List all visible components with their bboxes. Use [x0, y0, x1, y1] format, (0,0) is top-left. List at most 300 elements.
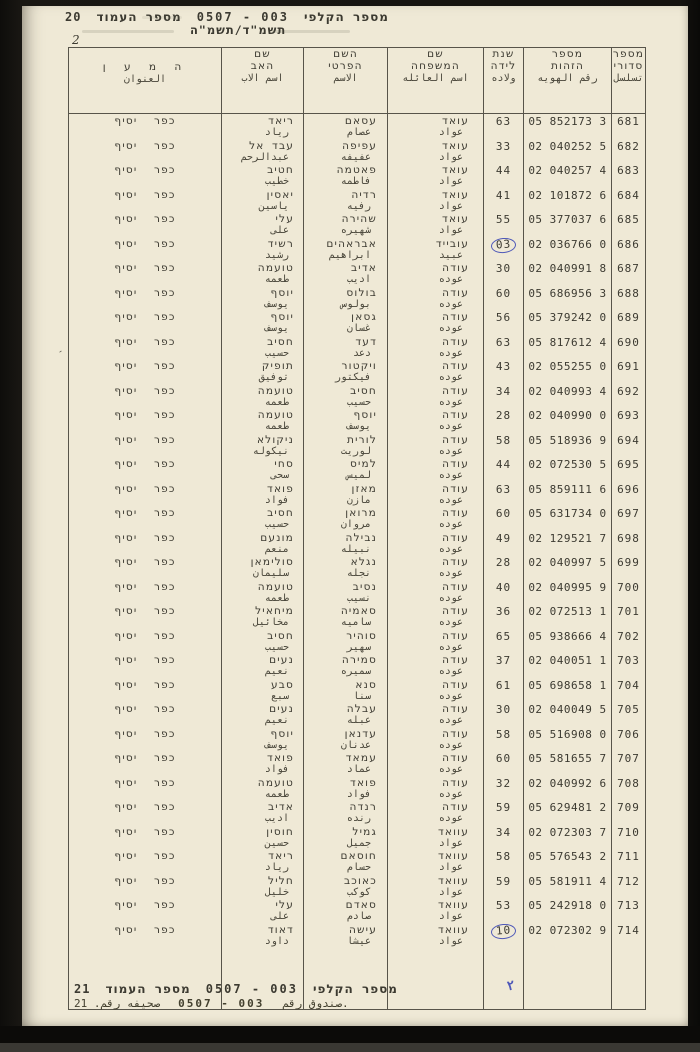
cell-id-number: 05 686956 3 [524, 286, 612, 311]
cell-address: כפר יסיף [69, 555, 222, 580]
table-row [69, 286, 646, 311]
cell-father-name: עלי على [222, 898, 304, 923]
cell-id-number: 05 377037 6 [524, 212, 612, 237]
cell-birth-year: 10 [484, 923, 524, 948]
cell-id-number: 02 040252 5 [524, 139, 612, 164]
cell-family-name: עודה عوده [388, 776, 484, 801]
cell-address: כפר יסיף [69, 188, 222, 213]
table-row [69, 335, 646, 360]
cell-family-name: עודה عوده [388, 457, 484, 482]
cell-address: כפר יסיף [69, 604, 222, 629]
cell-birth-year: 44 [484, 163, 524, 188]
cell-birth-year: 60 [484, 506, 524, 531]
cell-first-name: עישה عيشا [304, 923, 388, 948]
cell-id-number: 02 040049 5 [524, 702, 612, 727]
cell-first-name: ויקטור فيكتور [304, 359, 388, 384]
cell-serial-number: 697 [612, 506, 646, 531]
cell-first-name: חוסאם حسام [304, 849, 388, 874]
cell-birth-year: 40 [484, 580, 524, 605]
cell-father-name: מונעם منعم [222, 531, 304, 556]
cell-family-name: עודה عوده [388, 384, 484, 409]
cell-birth-year: 03 [484, 237, 524, 262]
table-row [69, 604, 646, 629]
cell-id-number: 05 938666 4 [524, 629, 612, 654]
cell-address: כפר יסיף [69, 653, 222, 678]
cell-id-number: 02 040993 4 [524, 384, 612, 409]
cell-family-name: עודה عوده [388, 580, 484, 605]
document-page [22, 6, 688, 1028]
cell-address: כפר יסיף [69, 433, 222, 458]
cell-family-name: עודה عوده [388, 286, 484, 311]
cell-first-name: בולוס بولوس [304, 286, 388, 311]
table-row [69, 114, 646, 139]
cell-address: כפר יסיף [69, 237, 222, 262]
cell-family-name: עודה عوده [388, 751, 484, 776]
cell-family-name: עוואד عواد [388, 825, 484, 850]
cell-family-name: עודה عوده [388, 653, 484, 678]
cell-birth-year: 34 [484, 384, 524, 409]
cell-id-number: 02 072530 5 [524, 457, 612, 482]
cell-address: כפר יסיף [69, 335, 222, 360]
erased-text-smudge [142, 16, 182, 19]
cell-first-name: רדיה رفيه [304, 188, 388, 213]
table-row [69, 188, 646, 213]
cell-family-name: עודה عوده [388, 604, 484, 629]
cell-id-number: 05 852173 3 [524, 114, 612, 139]
cell-id-number: 05 581911 4 [524, 874, 612, 899]
cell-father-name: חסיב حسيب [222, 506, 304, 531]
footer-box-label: מספר הקלפי [312, 982, 398, 996]
cell-family-name: עובייד عبيد [388, 237, 484, 262]
cell-address: כפר יסיף [69, 874, 222, 899]
cell-first-name: סנא سنا [304, 678, 388, 703]
cell-birth-year: 53 [484, 898, 524, 923]
cell-id-number: 05 631734 0 [524, 506, 612, 531]
cell-address: כפר יסיף [69, 139, 222, 164]
cell-first-name: לורית لوريت [304, 433, 388, 458]
cell-father-name: נעים نعيم [222, 653, 304, 678]
cell-serial-number: 704 [612, 678, 646, 703]
cell-father-name: עלי على [222, 212, 304, 237]
cell-id-number: 02 040051 1 [524, 653, 612, 678]
page-corner-note: 2 [72, 33, 80, 47]
cell-father-name: יוסף يوسف [222, 727, 304, 752]
cell-serial-number: 684 [612, 188, 646, 213]
cell-id-number: 02 040991 8 [524, 261, 612, 286]
col-header-family-name: שם המשפחה اسم العائله [388, 48, 484, 114]
cell-address: כפר יסיף [69, 359, 222, 384]
table-row [69, 261, 646, 286]
table-row [69, 653, 646, 678]
cell-first-name: סאדם صادم [304, 898, 388, 923]
col-header-address: ה מ ע ן العنوان [69, 48, 222, 114]
col-header-father-name: שם האב اسم الاب [222, 48, 304, 114]
cell-father-name: פואד فواد [222, 751, 304, 776]
cell-birth-year: 63 [484, 335, 524, 360]
cell-id-number: 02 101872 6 [524, 188, 612, 213]
cell-father-name: תופיק توفيق [222, 359, 304, 384]
cell-birth-year: 63 [484, 482, 524, 507]
cell-serial-number: 693 [612, 408, 646, 433]
cell-father-name: סולימאן سليمان [222, 555, 304, 580]
cell-first-name: שהירה شهيره [304, 212, 388, 237]
cell-birth-year: 28 [484, 408, 524, 433]
table-row [69, 580, 646, 605]
cell-address: כפר יסיף [69, 702, 222, 727]
cell-serial-number: 701 [612, 604, 646, 629]
cell-serial-number: 698 [612, 531, 646, 556]
cell-first-name: סאמיה ساميه [304, 604, 388, 629]
cell-id-number: 05 576543 2 [524, 849, 612, 874]
table-row [69, 727, 646, 752]
cell-id-number: 05 581655 7 [524, 751, 612, 776]
cell-first-name: גמיל جميل [304, 825, 388, 850]
cell-address: כפר יסיף [69, 923, 222, 948]
cell-serial-number: 688 [612, 286, 646, 311]
cell-first-name: נסיב نسيب [304, 580, 388, 605]
cell-father-name: מיחאיל مخائيل [222, 604, 304, 629]
table-row [69, 359, 646, 384]
cell-address: כפר יסיף [69, 286, 222, 311]
cell-father-name: חסיב حسيب [222, 335, 304, 360]
cell-serial-number: 683 [612, 163, 646, 188]
cell-father-name: יוסף يوسف [222, 286, 304, 311]
cell-address: כפר יסיף [69, 310, 222, 335]
table-row [69, 751, 646, 776]
cell-id-number: 05 518936 9 [524, 433, 612, 458]
cell-birth-year: 30 [484, 261, 524, 286]
cell-serial-number: 706 [612, 727, 646, 752]
table-row [69, 800, 646, 825]
cell-id-number: 02 040995 9 [524, 580, 612, 605]
cell-id-number: 02 040997 5 [524, 555, 612, 580]
cell-birth-year: 28 [484, 555, 524, 580]
table-row [69, 923, 646, 948]
cell-first-name: פואד فواد [304, 776, 388, 801]
cell-serial-number: 687 [612, 261, 646, 286]
cell-serial-number: 685 [612, 212, 646, 237]
cell-first-name: מאזן مازن [304, 482, 388, 507]
col-header-serial: מספר סדורי تسلسل [612, 48, 646, 114]
cell-father-name: טועמה طعمه [222, 580, 304, 605]
cell-serial-number: 692 [612, 384, 646, 409]
registry-table [68, 47, 646, 1010]
cell-id-number: 02 036766 0 [524, 237, 612, 262]
col-header-first-name: השם הפרטי الاسم [304, 48, 388, 114]
cell-birth-year: 59 [484, 874, 524, 899]
cell-family-name: עודה عوده [388, 335, 484, 360]
cell-father-name: ריאד رياد [222, 114, 304, 139]
col-header-birth-year: שנת לידה ولاده [484, 48, 524, 114]
cell-family-name: עודה عوده [388, 261, 484, 286]
cell-first-name: למיס لميس [304, 457, 388, 482]
table-row [69, 678, 646, 703]
cell-birth-year: 37 [484, 653, 524, 678]
header-page-label: מספר העמוד [96, 10, 182, 24]
cell-first-name: אבראהים ابراهيم [304, 237, 388, 262]
footer-page-label: מספר העמוד [105, 982, 191, 996]
cell-first-name: יוסף يوسف [304, 408, 388, 433]
cell-father-name: דאוד داود [222, 923, 304, 948]
cell-address: כפר יסיף [69, 727, 222, 752]
cell-father-name: יאסין ياسين [222, 188, 304, 213]
cell-family-name: עודה عوده [388, 408, 484, 433]
cell-family-name: עודה عوده [388, 310, 484, 335]
table-row [69, 237, 646, 262]
cell-family-name: עודה عوده [388, 359, 484, 384]
cell-father-name: ריאד رياد [222, 849, 304, 874]
cell-family-name: עואד عواد [388, 114, 484, 139]
cell-id-number: 05 242918 0 [524, 898, 612, 923]
cell-birth-year: 63 [484, 114, 524, 139]
cell-first-name: פאטמה فاطمه [304, 163, 388, 188]
cell-first-name: כאוכב كوكب [304, 874, 388, 899]
cell-id-number: 02 040257 4 [524, 163, 612, 188]
cell-father-name: אדיב اديب [222, 800, 304, 825]
scan-bottom-edge [0, 1026, 700, 1043]
cell-serial-number: 714 [612, 923, 646, 948]
cell-serial-number: 710 [612, 825, 646, 850]
cell-first-name: עסאם عصام [304, 114, 388, 139]
cell-family-name: עודה عوده [388, 629, 484, 654]
cell-family-name: עוואד عواد [388, 874, 484, 899]
cell-serial-number: 681 [612, 114, 646, 139]
cell-serial-number: 686 [612, 237, 646, 262]
cell-first-name: דעד دعد [304, 335, 388, 360]
header-box-label: מספר הקלפי [303, 10, 389, 24]
cell-address: כפר יסיף [69, 114, 222, 139]
cell-first-name: רנדה رنده [304, 800, 388, 825]
cell-id-number: 05 629481 2 [524, 800, 612, 825]
cell-family-name: עודה عوده [388, 800, 484, 825]
cell-father-name: נעים نعيم [222, 702, 304, 727]
cell-serial-number: 695 [612, 457, 646, 482]
cell-father-name: רשיד رشيد [222, 237, 304, 262]
header-page-number: 20 [65, 10, 82, 24]
table-row [69, 212, 646, 237]
table-row [69, 874, 646, 899]
cell-family-name: עודה عوده [388, 678, 484, 703]
footer-box-label-ar: صندوق رقم. [282, 997, 349, 1010]
table-row [69, 776, 646, 801]
cell-serial-number: 705 [612, 702, 646, 727]
cell-family-name: עודה عوده [388, 531, 484, 556]
cell-serial-number: 694 [612, 433, 646, 458]
cell-first-name: סמירה سميره [304, 653, 388, 678]
cell-family-name: עואד عواد [388, 212, 484, 237]
cell-first-name: אדיב اديب [304, 261, 388, 286]
cell-id-number: 02 072302 9 [524, 923, 612, 948]
cell-father-name: פואד فواد [222, 482, 304, 507]
cell-family-name: עודה عوده [388, 555, 484, 580]
cell-serial-number: 708 [612, 776, 646, 801]
cell-father-name: יוסף يوسف [222, 310, 304, 335]
cell-address: כפר יסיף [69, 261, 222, 286]
cell-serial-number: 700 [612, 580, 646, 605]
cell-father-name: חליל خليل [222, 874, 304, 899]
cell-id-number: 02 072513 1 [524, 604, 612, 629]
cell-family-name: עוואד عواد [388, 923, 484, 948]
cell-address: כפר יסיף [69, 531, 222, 556]
cell-serial-number: 696 [612, 482, 646, 507]
table-row [69, 629, 646, 654]
cell-family-name: עודה عوده [388, 702, 484, 727]
cell-first-name: סוהיר سهير [304, 629, 388, 654]
cell-birth-year: 30 [484, 702, 524, 727]
cell-first-name: עבלה عبله [304, 702, 388, 727]
cell-serial-number: 690 [612, 335, 646, 360]
cell-family-name: עודה عوده [388, 482, 484, 507]
cell-address: כפר יסיף [69, 751, 222, 776]
hebrew-year-label: תשמ"ד/תשמ"ה [190, 23, 287, 37]
cell-father-name: טועמה طعمه [222, 261, 304, 286]
table-row [69, 898, 646, 923]
cell-id-number: 02 072303 7 [524, 825, 612, 850]
cell-id-number: 02 040992 6 [524, 776, 612, 801]
cell-serial-number: 713 [612, 898, 646, 923]
col-header-id-number: מספר הזהות رقم الهويه [524, 48, 612, 114]
cell-id-number: 02 055255 0 [524, 359, 612, 384]
cell-id-number: 02 129521 7 [524, 531, 612, 556]
table-row [69, 384, 646, 409]
cell-serial-number: 699 [612, 555, 646, 580]
cell-address: כפר יסיף [69, 408, 222, 433]
cell-birth-year: 41 [484, 188, 524, 213]
table-row [69, 408, 646, 433]
footer-arabic-line [74, 997, 349, 1010]
cell-address: כפר יסיף [69, 800, 222, 825]
cell-birth-year: 36 [484, 604, 524, 629]
cell-address: כפר יסיף [69, 825, 222, 850]
table-row [69, 482, 646, 507]
table-row [69, 310, 646, 335]
cell-father-name: חטיב خطيب [222, 163, 304, 188]
cell-birth-year: 32 [484, 776, 524, 801]
cell-father-name: חסיב حسيب [222, 629, 304, 654]
footer-hebrew-line [74, 982, 398, 996]
cell-family-name: עודה عوده [388, 727, 484, 752]
cell-address: כפר יסיף [69, 506, 222, 531]
footer-page-number: 21 [74, 982, 91, 996]
header-box-number: 0507 - 003 [196, 10, 289, 24]
cell-father-name: ניקולא نيكوله [222, 433, 304, 458]
cell-address: כפר יסיף [69, 457, 222, 482]
cell-father-name: עבד אל عبدالرحم [222, 139, 304, 164]
cell-family-name: עואד عواد [388, 139, 484, 164]
cell-serial-number: 691 [612, 359, 646, 384]
cell-serial-number: 702 [612, 629, 646, 654]
cell-father-name: טועמה طعمه [222, 384, 304, 409]
cell-family-name: עוואד عواد [388, 849, 484, 874]
erased-text-smudge [82, 30, 174, 33]
cell-first-name: נבילה نبيله [304, 531, 388, 556]
cell-serial-number: 682 [612, 139, 646, 164]
table-row [69, 702, 646, 727]
cell-birth-year: 55 [484, 212, 524, 237]
cell-first-name: גסאן غسان [304, 310, 388, 335]
table-row [69, 163, 646, 188]
registry-table-wrap [68, 47, 647, 1010]
cell-serial-number: 711 [612, 849, 646, 874]
cell-serial-number: 689 [612, 310, 646, 335]
cell-id-number: 05 817612 4 [524, 335, 612, 360]
cell-first-name: עדנאן عدنان [304, 727, 388, 752]
cell-father-name: טועמה طعمه [222, 408, 304, 433]
cell-serial-number: 703 [612, 653, 646, 678]
cell-family-name: עודה عوده [388, 506, 484, 531]
table-body [69, 114, 646, 1010]
table-row [69, 849, 646, 874]
table-row [69, 506, 646, 531]
table-row [69, 433, 646, 458]
cell-address: כפר יסיף [69, 629, 222, 654]
cell-serial-number: 712 [612, 874, 646, 899]
cell-first-name: נגלא نجله [304, 555, 388, 580]
cell-id-number: 05 859111 6 [524, 482, 612, 507]
table-row [69, 531, 646, 556]
cell-id-number: 05 516908 0 [524, 727, 612, 752]
cell-birth-year: 59 [484, 800, 524, 825]
footer-box-number-ar: 0507 - 003 [178, 997, 265, 1010]
cell-birth-year: 44 [484, 457, 524, 482]
cell-birth-year: 58 [484, 849, 524, 874]
cell-birth-year: 60 [484, 286, 524, 311]
cell-birth-year: 61 [484, 678, 524, 703]
cell-address: כפר יסיף [69, 384, 222, 409]
cell-family-name: עוואד عواد [388, 898, 484, 923]
cell-birth-year: 58 [484, 727, 524, 752]
cell-address: כפר יסיף [69, 849, 222, 874]
cell-address: כפר יסיף [69, 898, 222, 923]
cell-father-name: חוסין حسين [222, 825, 304, 850]
cell-first-name: חסיב حسيب [304, 384, 388, 409]
cell-address: כפר יסיף [69, 678, 222, 703]
page-header-line [65, 10, 389, 24]
cell-first-name: עמאד عماد [304, 751, 388, 776]
cell-address: כפר יסיף [69, 163, 222, 188]
cell-first-name: עפיפה عفيفه [304, 139, 388, 164]
table-row [69, 457, 646, 482]
cell-birth-year: 49 [484, 531, 524, 556]
footer-sheet-number-ar: صحيفه رقم. 21 [74, 997, 161, 1010]
footer-box-number: 0507 - 003 [205, 982, 298, 996]
table-row [69, 555, 646, 580]
cell-family-name: עואד عواد [388, 163, 484, 188]
cell-address: כפר יסיף [69, 776, 222, 801]
margin-tick-mark: ׳ [56, 347, 64, 360]
cell-address: כפר יסיף [69, 212, 222, 237]
cell-birth-year: 58 [484, 433, 524, 458]
cell-serial-number: 709 [612, 800, 646, 825]
table-row [69, 825, 646, 850]
table-row [69, 139, 646, 164]
scan-bottom-strip [0, 1043, 700, 1052]
cell-first-name: מרואן مروان [304, 506, 388, 531]
cell-father-name: סחי سحى [222, 457, 304, 482]
cell-birth-year: 65 [484, 629, 524, 654]
cell-address: כפר יסיף [69, 482, 222, 507]
cell-birth-year: 33 [484, 139, 524, 164]
cell-birth-year: 56 [484, 310, 524, 335]
cell-father-name: סבע سبع [222, 678, 304, 703]
cell-father-name: טועמה طعمه [222, 776, 304, 801]
cell-family-name: עודה عوده [388, 433, 484, 458]
pen-check-mark: ٢ [505, 977, 517, 995]
cell-family-name: עואד عواد [388, 188, 484, 213]
cell-birth-year: 34 [484, 825, 524, 850]
cell-id-number: 05 698658 1 [524, 678, 612, 703]
cell-id-number: 02 040990 0 [524, 408, 612, 433]
